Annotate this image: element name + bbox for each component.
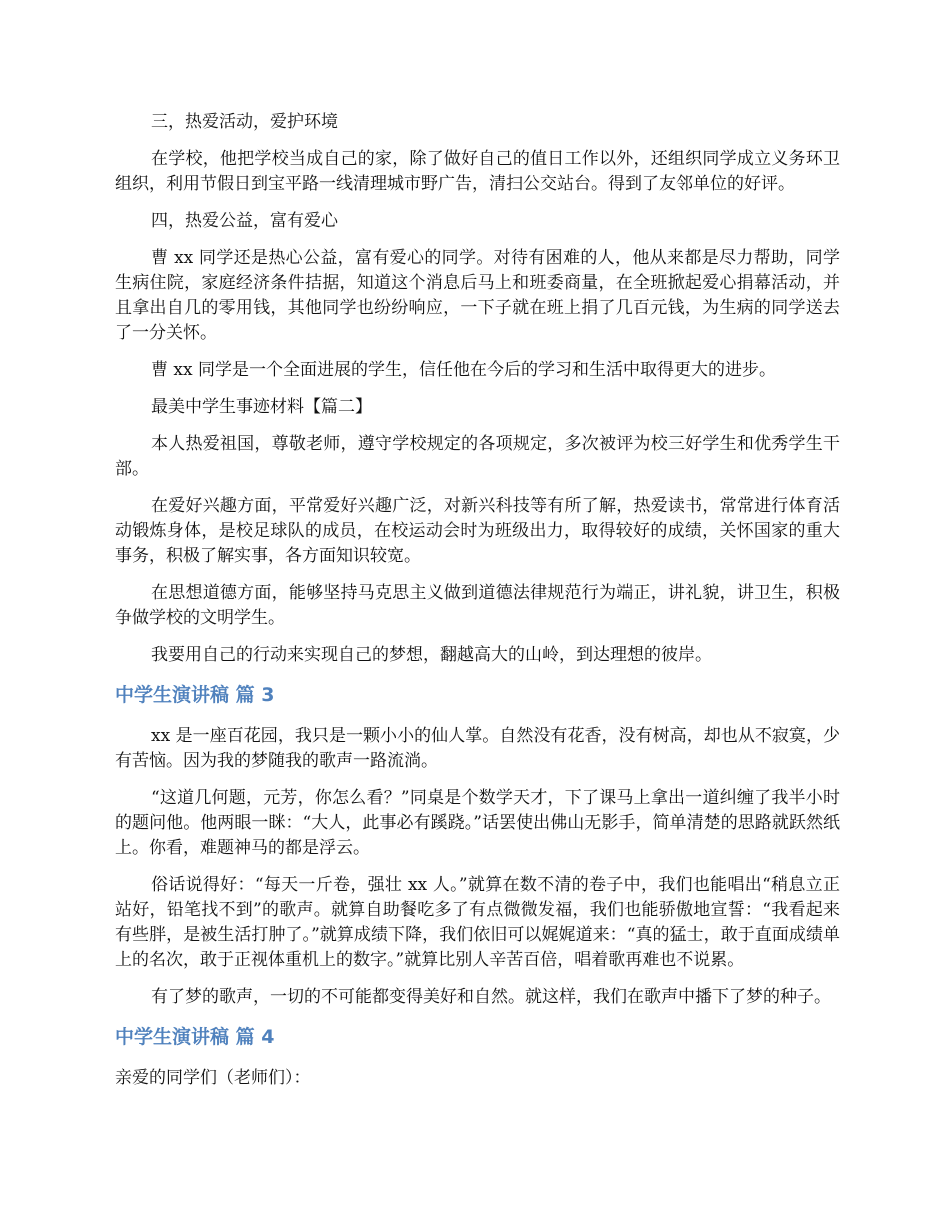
- section-heading-3: 中学生演讲稿 篇 3: [115, 684, 275, 706]
- section-subheading: 四，热爱公益，富有爱心: [151, 211, 338, 231]
- body-paragraph: 有了梦的歌声，一切的不可能都变得美好和自然。就这样，我们在歌声中播下了梦的种子。: [151, 987, 831, 1007]
- body-paragraph: 俗话说得好：“每天一斤卷，强壮 xx 人。”就算在数不清的卷子中，我们也能唱出“稍息立正站好，铅笔找不到”的歌声。就算自助餐吃多了有点微微发福，我们也能骄傲地宣誓：“我看起来有些胖，是被生活打肿了。”就算成绩下降，我们依旧可以娓娓道来：“真的猛士，敢于直面成绩单上的名次，敢于正视体重机上的数字。”就算比别人辛苦百倍，唱着歌再难也不说累。: [115, 875, 840, 970]
- body-paragraph: 本人热爱祖国，尊敬老师，遵守学校规定的各项规定，多次被评为校三好学生和优秀学生干部。: [115, 434, 840, 479]
- article-subtitle: 最美中学生事迹材料【篇二】: [151, 397, 372, 417]
- body-paragraph: “这道几何题，元芳，你怎么看？”同桌是个数学天才，下了课马上拿出一道纠缠了我半小时的题问他。他两眼一眯：“大人，此事必有蹊跷。”话罢使出佛山无影手，简单清楚的思路就跃然纸上。你看，难题神马的都是浮云。: [115, 788, 840, 858]
- section-subheading: 三，热爱活动，爱护环境: [151, 112, 338, 132]
- document-page: [115, 110, 840, 1103]
- body-paragraph: 在思想道德方面，能够坚持马克思主义做到道德法律规范行为端正，讲礼貌，讲卫生，积极争做学校的文明学生。: [115, 583, 840, 628]
- body-paragraph: 我要用自己的行动来实现自己的梦想，翻越高大的山岭，到达理想的彼岸。: [151, 645, 712, 665]
- section-heading-4: 中学生演讲稿 篇 4: [115, 1026, 275, 1048]
- body-paragraph: 在爱好兴趣方面，平常爱好兴趣广泛，对新兴科技等有所了解，热爱读书，常常进行体育活动锻炼身体，是校足球队的成员，在校运动会时为班级出力，取得较好的成绩，关怀国家的重大事务，积极了解实事，各方面知识较宽。: [115, 496, 840, 566]
- body-paragraph: 在学校，他把学校当成自己的家，除了做好自己的值日工作以外，还组织同学成立义务环卫组织，利用节假日到宝平路一线清理城市野广告，清扫公交站台。得到了友邻单位的好评。: [115, 149, 840, 194]
- body-paragraph: xx 是一座百花园，我只是一颗小小的仙人掌。自然没有花香，没有树高，却也从不寂寞，少有苦恼。因为我的梦随我的歌声一路流淌。: [115, 726, 840, 771]
- body-paragraph: 曹 xx 同学是一个全面进展的学生，信任他在今后的学习和生活中取得更大的进步。: [151, 360, 776, 380]
- body-paragraph: 曹 xx 同学还是热心公益，富有爱心的同学。对待有困难的人，他从来都是尽力帮助，同学生病住院，家庭经济条件拮据，知道这个消息后马上和班委商量，在全班掀起爱心捐幕活动，并且拿出自几的零用钱，其他同学也纷纷响应，一下子就在班上捐了几百元钱，为生病的同学送去了一分关怀。: [115, 248, 840, 343]
- salutation: 亲爱的同学们（老师们）：: [115, 1068, 311, 1088]
